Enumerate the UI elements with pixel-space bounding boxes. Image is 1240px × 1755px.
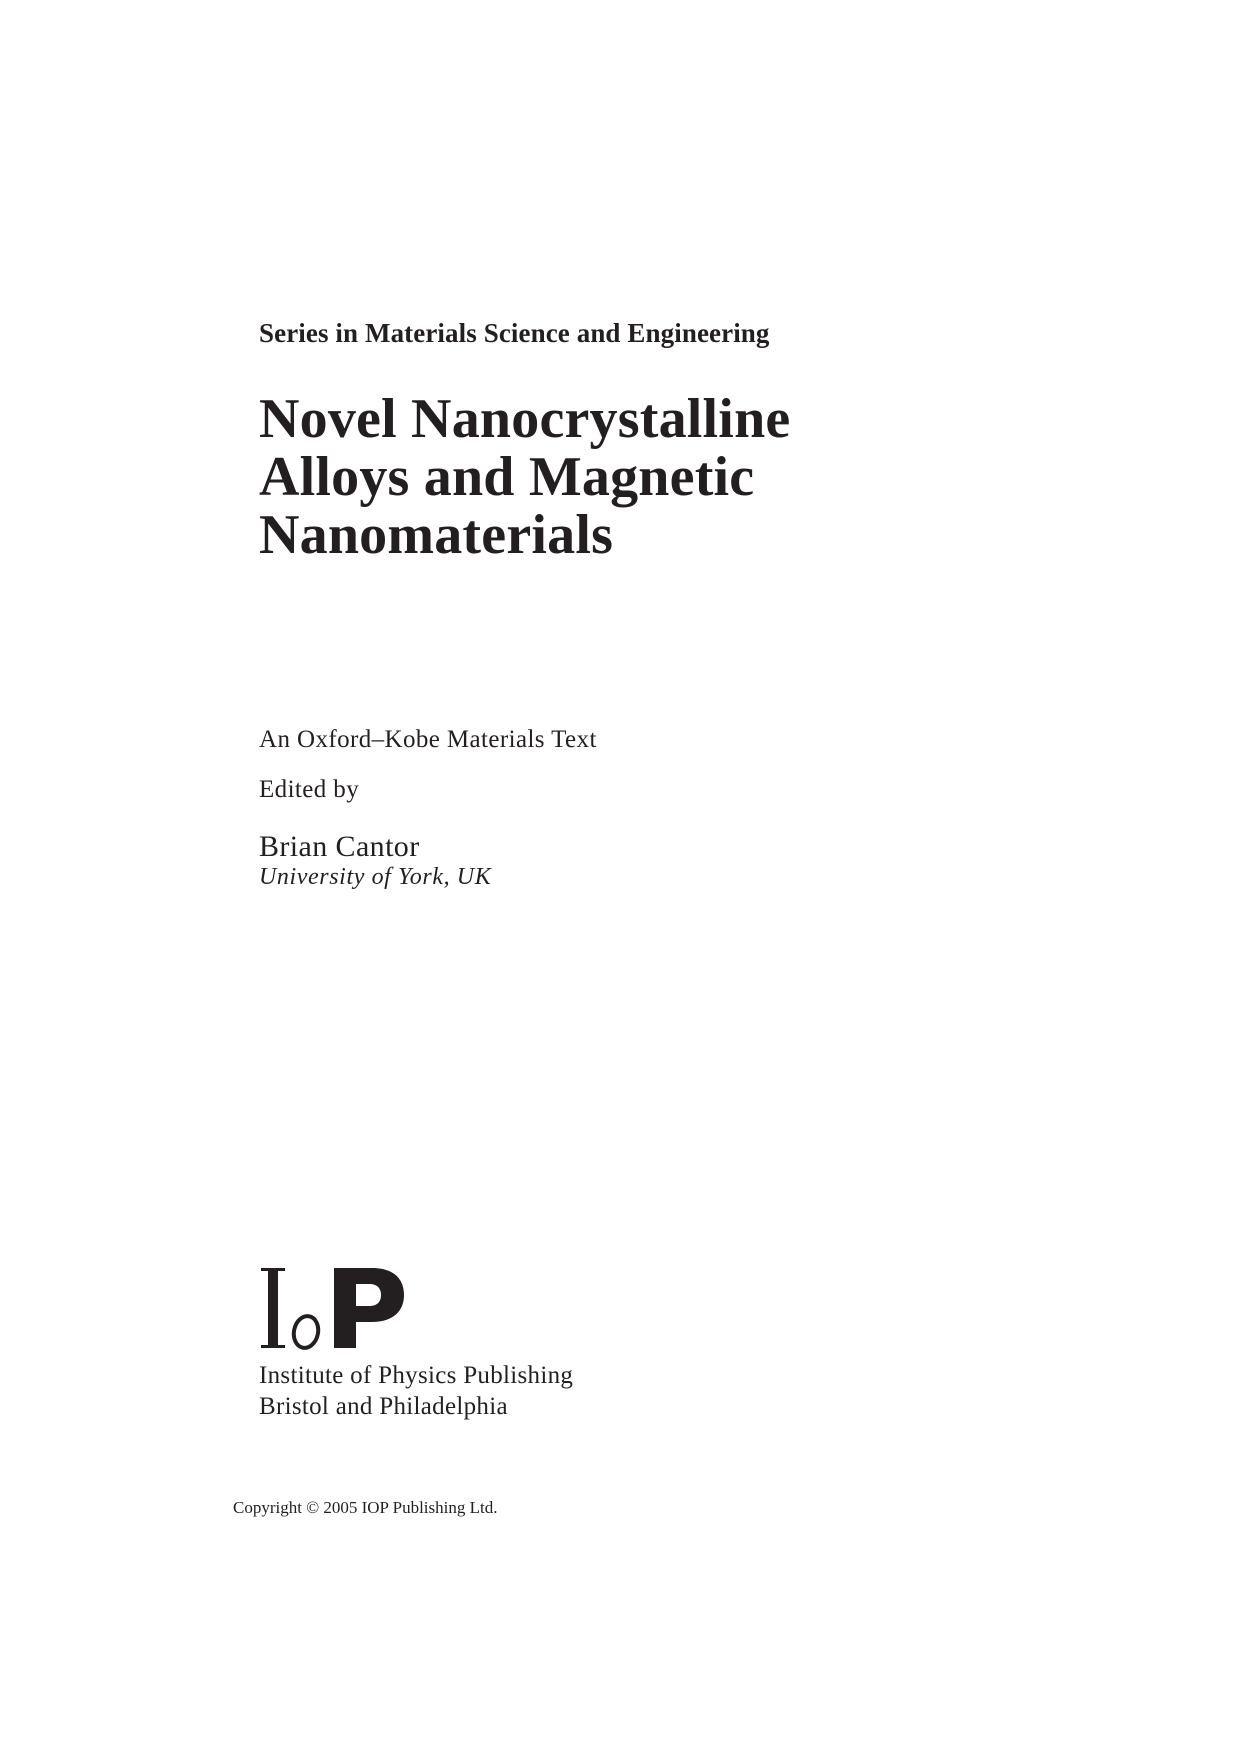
book-subtitle: An Oxford–Kobe Materials Text — [259, 726, 597, 753]
iop-logo — [258, 1268, 408, 1350]
book-title — [259, 390, 959, 564]
book-title-line: Nanomaterials — [259, 504, 614, 566]
editor-affiliation: University of York, UK — [259, 864, 492, 890]
publisher-name: Institute of Physics Publishing — [259, 1362, 574, 1389]
editor-name: Brian Cantor — [259, 830, 420, 863]
publisher-info — [259, 1360, 573, 1422]
book-title-line: Alloys and Magnetic — [259, 446, 755, 508]
edited-by-label: Edited by — [259, 776, 360, 803]
book-title-line: Novel Nanocrystalline — [259, 388, 791, 450]
publisher-location: Bristol and Philadelphia — [259, 1393, 508, 1420]
series-title: Series in Materials Science and Engineering — [259, 318, 770, 348]
copyright-notice: Copyright © 2005 IOP Publishing Ltd. — [233, 1498, 498, 1517]
